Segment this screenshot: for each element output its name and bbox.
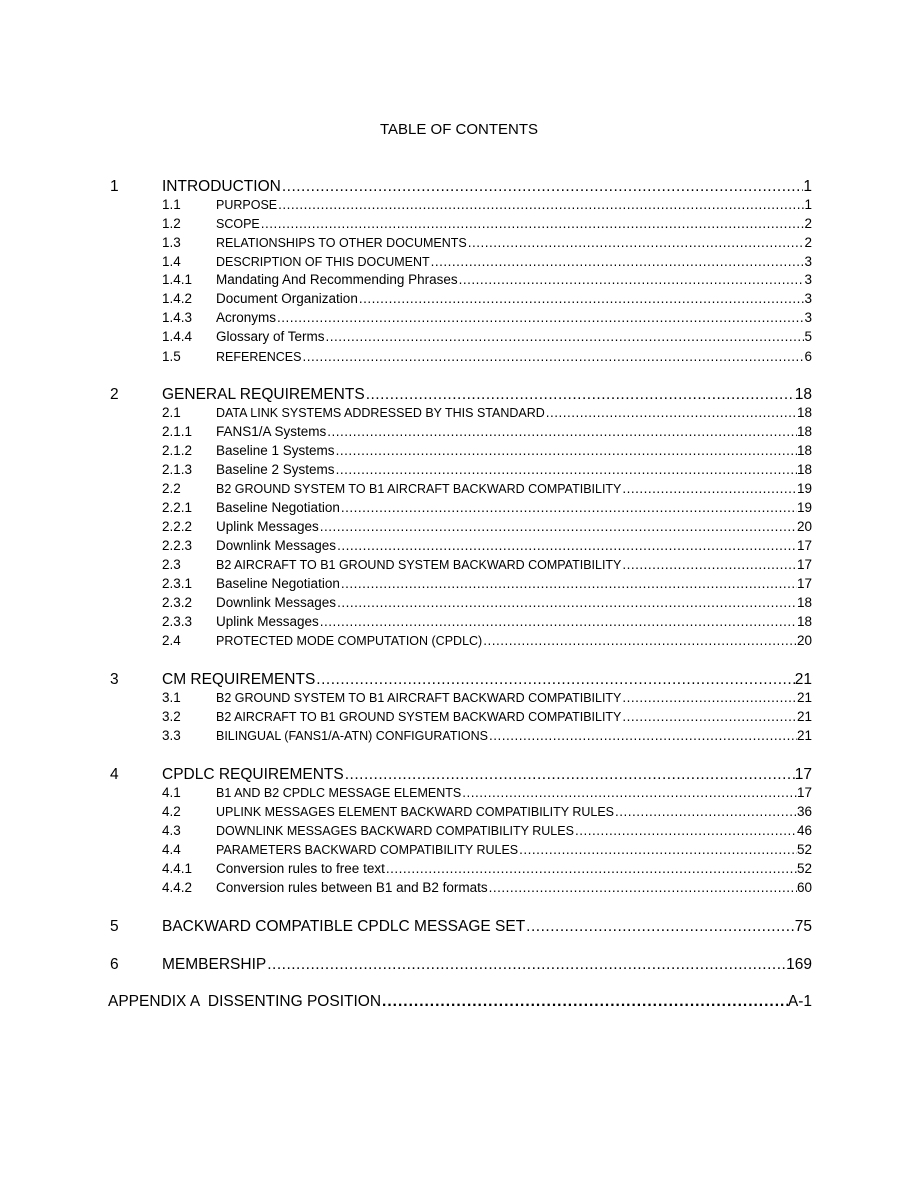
toc-entry-page: 18 <box>796 405 812 420</box>
dot-leader <box>430 254 805 269</box>
toc-entry-page: 75 <box>794 918 812 935</box>
toc-entry-title: PURPOSE <box>216 198 278 212</box>
toc-entry-1-4[interactable] <box>162 254 812 272</box>
toc-entry-page: 1 <box>804 197 812 212</box>
toc-entry-6[interactable] <box>110 956 812 976</box>
dot-leader <box>335 443 797 458</box>
toc-entry-page: 17 <box>796 557 812 572</box>
toc-entry-1[interactable] <box>110 178 812 198</box>
toc-entry-page: 17 <box>794 766 812 783</box>
toc-entry-page: 17 <box>796 538 812 553</box>
toc-entry-title: Mandating And Recommending Phrases <box>216 272 458 287</box>
toc-entry-page: 3 <box>804 291 812 306</box>
toc-entry-title: Baseline 1 Systems <box>216 443 335 458</box>
toc-entry-number: 1.4.2 <box>162 291 193 306</box>
toc-entry-page: 18 <box>796 614 812 629</box>
toc-entry-page: 17 <box>796 576 812 591</box>
toc-entry-title: DATA LINK SYSTEMS ADDRESSED BY THIS STANDARD <box>216 406 545 420</box>
toc-entry-2-4[interactable] <box>162 633 812 651</box>
toc-entry-4-4[interactable] <box>162 842 812 860</box>
toc-entry-title: CM REQUIREMENTS <box>162 671 316 688</box>
toc-entry-page: 21 <box>794 671 812 688</box>
toc-entry-3-1[interactable] <box>162 690 812 708</box>
dot-leader <box>315 671 794 689</box>
toc-entry-title: B2 GROUND SYSTEM TO B1 AIRCRAFT BACKWARD COMPATIBILITY <box>216 482 622 496</box>
dot-leader <box>482 633 797 648</box>
toc-entry-number: 2.4 <box>162 633 181 648</box>
dot-leader <box>325 329 805 344</box>
toc-entry-2-3-1[interactable] <box>162 576 812 594</box>
toc-entry-1-4-2[interactable] <box>162 291 812 309</box>
toc-entry-number: 3.2 <box>162 709 181 724</box>
toc-entry-number: 2.2 <box>162 481 181 496</box>
dot-leader <box>301 349 804 364</box>
toc-entry-page: 5 <box>804 329 812 344</box>
toc-entry-title: B2 AIRCRAFT TO B1 GROUND SYSTEM BACKWARD COMPATIBILITY <box>216 710 622 724</box>
toc-entry-number: 3.1 <box>162 690 181 705</box>
toc-entry-page: 169 <box>786 956 812 973</box>
toc-entry-title: B2 AIRCRAFT TO B1 GROUND SYSTEM BACKWARD COMPATIBILITY <box>216 558 622 572</box>
dot-leader <box>326 424 797 439</box>
toc-entry-title: RELATIONSHIPS TO OTHER DOCUMENTS <box>216 236 467 250</box>
dot-leader <box>319 614 797 629</box>
toc-entry-page: 18 <box>794 386 812 403</box>
toc-entry-1-2[interactable] <box>162 216 812 234</box>
dot-leader <box>276 310 804 325</box>
dot-leader <box>458 272 805 287</box>
toc-entry-title: Downlink Messages <box>216 595 337 610</box>
toc-entry-title: UPLINK MESSAGES ELEMENT BACKWARD COMPATIBILITY RULES <box>216 805 615 819</box>
toc-entry-number: 1.1 <box>162 197 181 212</box>
toc-entry-number: 2.2.2 <box>162 519 193 534</box>
toc-entry-page: 18 <box>796 462 812 477</box>
dot-leader <box>525 918 795 936</box>
toc-entry-page: 52 <box>796 861 812 876</box>
toc-entry-title: Document Organization <box>216 291 358 306</box>
dot-leader <box>488 728 797 743</box>
toc-entry-page: 21 <box>796 709 812 724</box>
toc-entry-page: 6 <box>804 349 812 364</box>
toc-entry-number: 2.3.3 <box>162 614 193 629</box>
toc-entry-title: DOWNLINK MESSAGES BACKWARD COMPATIBILITY RULES <box>216 824 574 838</box>
toc-entry-page: 52 <box>796 842 812 857</box>
dot-leader <box>614 804 797 819</box>
toc-entry-number: 3 <box>110 671 119 688</box>
dot-leader <box>574 823 797 838</box>
toc-entry-2-2-1[interactable] <box>162 500 812 518</box>
dot-leader <box>260 216 805 231</box>
toc-entry-page: 3 <box>804 254 812 269</box>
toc-entry-2-1-2[interactable] <box>162 443 812 461</box>
toc-entry-4-3[interactable] <box>162 823 812 841</box>
toc-entry-title: APPENDIX A DISSENTING POSITION <box>108 993 382 1010</box>
toc-entry-page: 20 <box>796 519 812 534</box>
dot-leader <box>358 291 805 306</box>
toc-entry-page: A-1 <box>787 993 812 1010</box>
toc-entry-4-4-1[interactable] <box>162 861 812 879</box>
toc-entry-page: 17 <box>796 785 812 800</box>
toc-entry-number: 1.4 <box>162 254 181 269</box>
dot-leader <box>266 956 786 974</box>
toc-entry-3-3[interactable] <box>162 728 812 746</box>
toc-entry-2[interactable] <box>110 386 812 406</box>
toc-entry-number: 2.2.1 <box>162 500 193 515</box>
dot-leader <box>344 766 795 784</box>
page-title: TABLE OF CONTENTS <box>379 121 539 138</box>
toc-entry-page: 21 <box>796 728 812 743</box>
toc-entry-page: 19 <box>796 500 812 515</box>
toc-entry-title: PARAMETERS BACKWARD COMPATIBILITY RULES <box>216 843 519 857</box>
toc-entry-page: 20 <box>796 633 812 648</box>
toc-entry-number: 2.3.2 <box>162 595 193 610</box>
toc-entry-title: B1 AND B2 CPDLC MESSAGE ELEMENTS <box>216 786 462 800</box>
toc-entry-number: 1.3 <box>162 235 181 250</box>
toc-entry-3[interactable] <box>110 671 812 691</box>
toc-entry-2-3[interactable] <box>162 557 812 575</box>
toc-entry-number: 1.4.1 <box>162 272 193 287</box>
toc-entry-number: 2.1.1 <box>162 424 193 439</box>
toc-entry-number: 2.1.2 <box>162 443 193 458</box>
toc-entry-number: 1.2 <box>162 216 181 231</box>
toc-entry-number: 4.2 <box>162 804 181 819</box>
toc-entry-title: CPDLC REQUIREMENTS <box>162 766 344 783</box>
toc-entry-2-3-3[interactable] <box>162 614 812 632</box>
toc-entry-number: 4 <box>110 766 119 783</box>
dot-leader <box>385 861 797 876</box>
toc-entry-page: 36 <box>796 804 812 819</box>
dot-leader <box>340 576 797 591</box>
dot-leader <box>545 405 797 420</box>
toc-entry-number: 4.3 <box>162 823 181 838</box>
dot-leader <box>336 538 797 553</box>
toc-entry-title: Conversion rules between B1 and B2 formats <box>216 880 488 895</box>
toc-entry-5[interactable] <box>110 918 812 938</box>
dot-leader <box>319 519 797 534</box>
toc-entry-2-1-1[interactable] <box>162 424 812 442</box>
toc-entry-title: Acronyms <box>216 310 277 325</box>
toc-entry-4-4-2[interactable] <box>162 880 812 898</box>
dot-leader <box>340 500 797 515</box>
toc-entry-2-2[interactable] <box>162 481 812 499</box>
dot-leader <box>461 785 797 800</box>
toc-entry-number: 6 <box>110 956 119 973</box>
toc-entry-1-4-4[interactable] <box>162 329 812 347</box>
toc-entry-number: 4.4.1 <box>162 861 193 876</box>
dot-leader <box>335 462 797 477</box>
toc-entry-number: 3.3 <box>162 728 181 743</box>
toc-entry-title: MEMBERSHIP <box>162 956 267 973</box>
dot-leader <box>621 481 797 496</box>
toc-entry-page: 18 <box>796 424 812 439</box>
toc-entry-title: Glossary of Terms <box>216 329 325 344</box>
toc-entry-title: Uplink Messages <box>216 614 319 629</box>
dot-leader <box>467 235 805 250</box>
toc-entry-title: BILINGUAL (FANS1/A-ATN) CONFIGURATIONS <box>216 729 489 743</box>
toc-entry-title: Baseline 2 Systems <box>216 462 335 477</box>
dot-leader <box>621 557 797 572</box>
dot-leader <box>277 197 804 212</box>
toc-entry-4-2[interactable] <box>162 804 812 822</box>
toc-entry-page: 21 <box>796 690 812 705</box>
toc-entry-number: 2.2.3 <box>162 538 193 553</box>
toc-entry-title: GENERAL REQUIREMENTS <box>162 386 365 403</box>
toc-entry-number: 4.1 <box>162 785 181 800</box>
toc-entry-page: 1 <box>803 178 812 195</box>
toc-entry-4[interactable] <box>110 766 812 786</box>
toc-entry-appendix-a[interactable] <box>108 993 812 1013</box>
toc-entry-page: 2 <box>804 216 812 231</box>
toc-entry-number: 1.5 <box>162 349 181 364</box>
dot-leader <box>621 709 797 724</box>
toc-entry-1-5[interactable] <box>162 349 812 367</box>
toc-entry-title: SCOPE <box>216 217 260 231</box>
dot-leader <box>365 386 795 404</box>
toc-entry-title: REFERENCES <box>216 350 302 364</box>
toc-entry-1-4-3[interactable] <box>162 310 812 328</box>
toc-entry-title: Conversion rules to free text <box>216 861 385 876</box>
toc-entry-2-2-2[interactable] <box>162 519 812 537</box>
toc-entry-page: 46 <box>796 823 812 838</box>
toc-entry-number: 2.3 <box>162 557 181 572</box>
dot-leader <box>281 178 804 196</box>
toc-entry-2-3-2[interactable] <box>162 595 812 613</box>
toc-entry-3-2[interactable] <box>162 709 812 727</box>
toc-entry-2-1[interactable] <box>162 405 812 423</box>
toc-entry-title: FANS1/A Systems <box>216 424 327 439</box>
toc-entry-number: 2.1 <box>162 405 181 420</box>
toc-entry-number: 4.4.2 <box>162 880 193 895</box>
toc-entry-title: BACKWARD COMPATIBLE CPDLC MESSAGE SET <box>162 918 526 935</box>
toc-entry-title: B2 GROUND SYSTEM TO B1 AIRCRAFT BACKWARD COMPATIBILITY <box>216 691 622 705</box>
toc-entry-title: Downlink Messages <box>216 538 337 553</box>
toc-entry-number: 2 <box>110 386 119 403</box>
toc-entry-number: 2.3.1 <box>162 576 193 591</box>
toc-entry-page: 19 <box>796 481 812 496</box>
toc-entry-4-1[interactable] <box>162 785 812 803</box>
toc-entry-title: Uplink Messages <box>216 519 319 534</box>
dot-leader <box>518 842 797 857</box>
toc-entry-number: 1.4.3 <box>162 310 193 325</box>
toc-entry-title: INTRODUCTION <box>162 178 281 195</box>
toc-entry-title: Baseline Negotiation <box>216 576 340 591</box>
toc-entry-page: 3 <box>804 310 812 325</box>
toc-entry-1-1[interactable] <box>162 197 812 215</box>
toc-entry-1-3[interactable] <box>162 235 812 253</box>
toc-entry-title: Baseline Negotiation <box>216 500 340 515</box>
toc-entry-page: 3 <box>804 272 812 287</box>
toc-entry-2-1-3[interactable] <box>162 462 812 480</box>
toc-entry-page: 2 <box>804 235 812 250</box>
toc-entry-page: 18 <box>796 595 812 610</box>
toc-entry-title: PROTECTED MODE COMPUTATION (CPDLC) <box>216 634 483 648</box>
dot-leader <box>381 993 788 1011</box>
toc-entry-number: 1 <box>110 178 119 195</box>
toc-entry-page: 18 <box>796 443 812 458</box>
dot-leader <box>336 595 797 610</box>
toc-entry-number: 1.4.4 <box>162 329 193 344</box>
toc-entry-number: 4.4 <box>162 842 181 857</box>
toc-entry-1-4-1[interactable] <box>162 272 812 290</box>
dot-leader <box>621 690 797 705</box>
dot-leader <box>488 880 797 895</box>
toc-entry-page: 60 <box>796 880 812 895</box>
toc-entry-number: 2.1.3 <box>162 462 193 477</box>
toc-entry-number: 5 <box>110 918 119 935</box>
toc-entry-title: DESCRIPTION OF THIS DOCUMENT <box>216 255 430 269</box>
toc-entry-2-2-3[interactable] <box>162 538 812 556</box>
